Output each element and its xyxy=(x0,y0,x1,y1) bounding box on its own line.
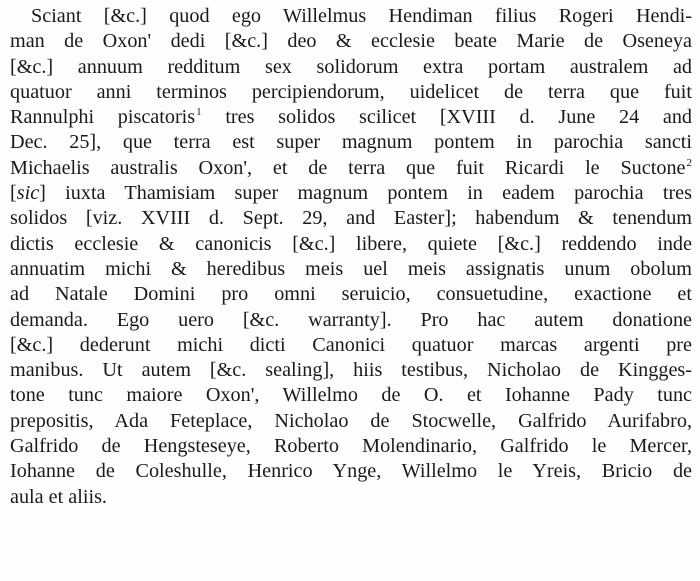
text-segment: Michaelis australis Oxon', et de terra que fuit Ricardi le Suctone xyxy=(10,156,686,179)
text-line: man de Oxon' dedi [&c.] deo & ecclesie beate Marie de Oseneya xyxy=(10,30,692,53)
charter-text xyxy=(10,4,692,510)
text-line: Galfrido de Hengsteseye, Roberto Molendinario, Galfrido le Mercer, xyxy=(10,435,692,458)
text-line xyxy=(10,181,692,206)
text-line: demanda. Ego uero [&c. warranty]. Pro hac autem donatione xyxy=(10,308,692,331)
text-line: [&c.] dederunt michi dicti Canonici quatuor marcas argenti pre xyxy=(10,333,692,356)
text-line: manibus. Ut autem [&c. sealing], hiis testibus, Nicholao de Kingges- xyxy=(10,359,692,382)
text-line xyxy=(10,156,692,181)
text-line: Dec. 25], que terra est super magnum pontem in parochia sancti xyxy=(10,131,692,154)
text-line: dictis ecclesie & canonicis [&c.] libere, quiete [&c.] reddendo inde xyxy=(10,232,692,255)
text-line: annuatim michi & heredibus meis uel meis assignatis unum obolum xyxy=(10,257,692,280)
italic-text: sic xyxy=(16,182,40,205)
text-line xyxy=(10,105,692,130)
text-segment: ] iuxta Thamisiam super magnum pontem in eadem parochia tres xyxy=(39,182,692,205)
text-segment: [ xyxy=(10,182,17,205)
text-line: Sciant [&c.] quod ego Willelmus Hendiman filius Rogeri Hendi- xyxy=(31,5,692,27)
text-line: [&c.] annuum redditum sex solidorum extra portam australem ad xyxy=(10,55,692,78)
text-line: quatuor anni terminos percipiendorum, uidelicet de terra que fuit xyxy=(10,80,692,103)
text-line: aula et aliis. xyxy=(10,485,107,508)
text-segment: tres solidos scilicet [XVIII d. June 24 and xyxy=(201,106,693,129)
text-line: ad Natale Domini pro omni seruicio, consuetudine, exactione et xyxy=(10,283,692,306)
text-line: prepositis, Ada Feteplace, Nicholao de Stocwelle, Galfrido Aurifabro, xyxy=(10,409,692,432)
text-segment: Rannulphi piscatoris xyxy=(10,106,196,129)
footnote-marker: 2 xyxy=(686,156,692,169)
text-line: solidos [viz. XVIII d. Sept. 29, and Easter]; habendum & tenendum xyxy=(10,207,692,230)
text-line: Iohanne de Coleshulle, Henrico Ynge, Willelmo le Yreis, Bricio de xyxy=(10,460,692,483)
footnote-marker: 1 xyxy=(196,106,202,119)
text-line: tone tunc maiore Oxon', Willelmo de O. et Iohanne Pady tunc xyxy=(10,384,692,407)
